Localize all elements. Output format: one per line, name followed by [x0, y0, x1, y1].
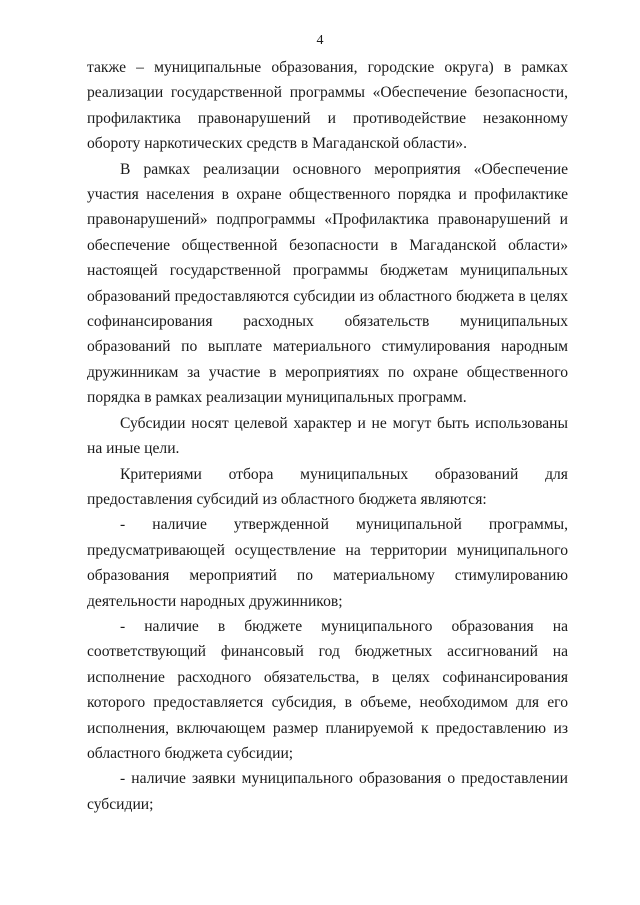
criterion-budget-allocation: - наличие в бюджете муниципального образования на соответствующий финансовый год бюджетных ассигнований на исполнение расходного обязательства, в целях софинансирования которого предоставляется субсидия, в объеме, необходимом для его исполнения, включающем размер планируемой к предоставлению из областного бюджета субсидии; [87, 617, 568, 762]
paragraph-subsidy-target: Субсидии носят целевой характер и не могут быть использованы на иные цели. [87, 414, 568, 458]
criterion-application: - наличие заявки муниципального образования о предоставлении субсидии; [87, 770, 568, 813]
paragraph-subsidy-purpose: В рамках реализации основного мероприятия «Обеспечение участия населения в охране общественного порядка и профилактике правонарушений» подпрограммы «Профилактика правонарушений и обеспечение общественной безопасности в Магаданской области» настоящей государственной программы бюджетам муниципальных образований предоставляются субсидии из областного бюджета в целях софинансирования расходных обязательств муниципальных образований по выплате материального стимулирования народным дружинникам за участие в мероприятиях по охране общественного порядка в рамках реализации муниципальных программ. [87, 160, 568, 407]
page-number: 4 [316, 33, 324, 48]
paragraph-selection-criteria: Критериями отбора муниципальных образований для предоставления субсидий из областного бюджета являются: [87, 465, 568, 508]
document-body [87, 55, 568, 817]
criterion-municipal-program: - наличие утвержденной муниципальной программы, предусматривающей осуществление на территории муниципального образования мероприятий по материальному стимулированию деятельности народных дружинников; [87, 516, 568, 610]
paragraph-program-context: также – муниципальные образования, городские округа) в рамках реализации государственной программы «Обеспечение безопасности, профилактика правонарушений и противодействие незаконному обороту наркотических средств в Магаданской области». [87, 59, 568, 153]
